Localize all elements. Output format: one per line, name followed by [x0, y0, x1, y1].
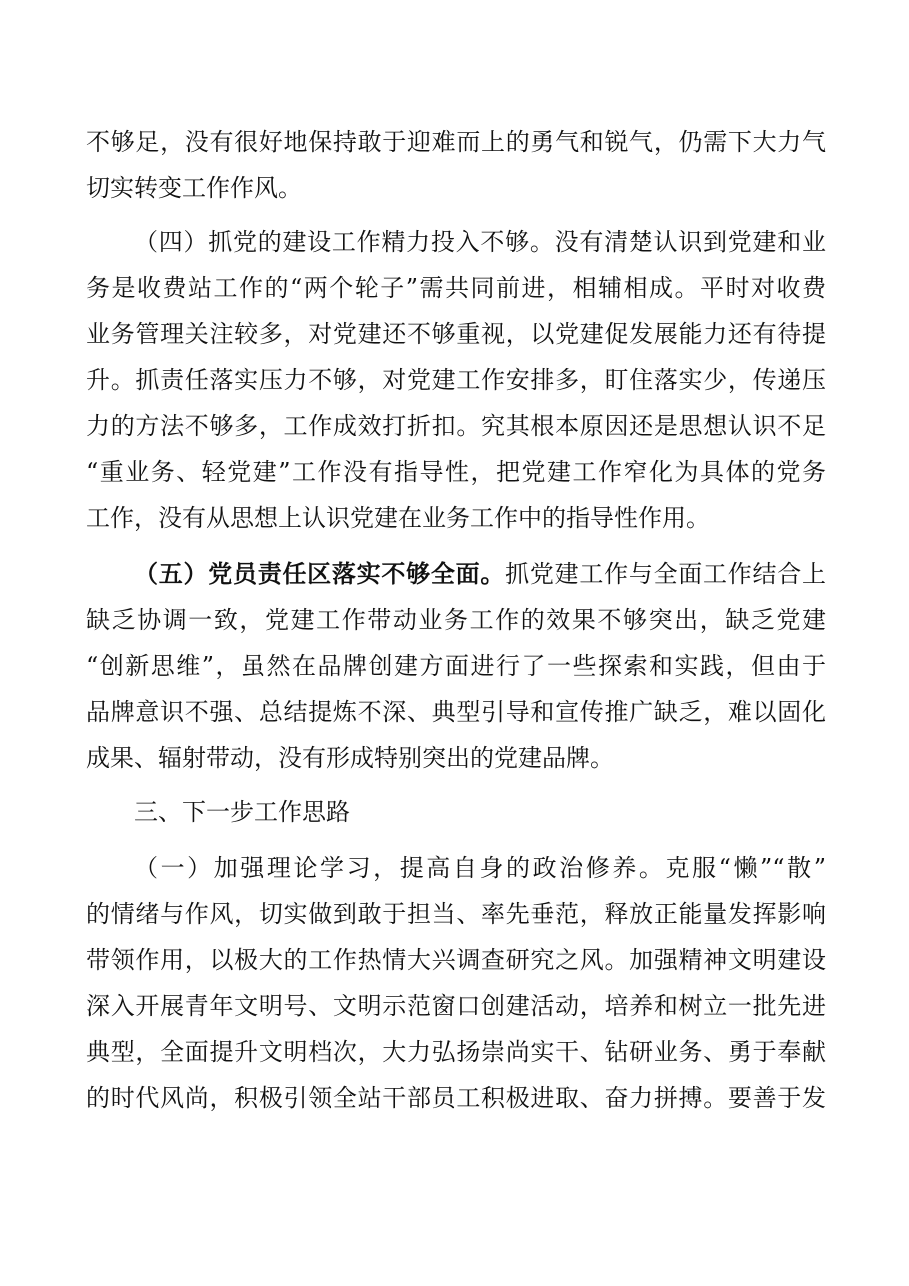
s3p1-line-2: 的情绪与作风，切实做到敢于担当、率先垂范，释放正能量发挥影响: [86, 900, 826, 928]
s3p1-line-5: 典型，全面提升文明档次，大力弘扬崇尚实干、钻研业务、勇于奉献: [86, 1038, 826, 1066]
s3p1-line-1: （一）加强理论学习，提高自身的政治修养。克服“懒”“散”: [134, 854, 826, 882]
para5-line-1: [134, 554, 826, 594]
s3p1-line-3: 带领作用，以极大的工作热情大兴调查研究之风。加强精神文明建设: [86, 946, 826, 974]
para5-heading: （五）党员责任区落实不够全面。: [134, 559, 506, 588]
para5-line-4: 品牌意识不强、总结提炼不深、典型引导和宣传推广缺乏，难以固化: [86, 698, 826, 726]
para5-line-5: 成果、辐射带动，没有形成特别突出的党建品牌。: [86, 744, 614, 772]
para4-line-5: 力的方法不够多，工作成效打折扣。究其根本原因还是思想认识不足: [86, 412, 826, 440]
continuation-line-1: 不够足，没有很好地保持敢于迎难而上的勇气和锐气，仍需下大力气: [86, 128, 826, 156]
section3-title: 三、下一步工作思路: [134, 798, 350, 826]
para5-first-rest: 抓党建工作与全面工作结合上: [505, 560, 826, 588]
para4-line-4: 升。抓责任落实压力不够，对党建工作安排多，盯住落实少，传递压: [86, 366, 826, 394]
para4-line-7: 工作，没有从思想上认识党建在业务工作中的指导性作用。: [86, 504, 710, 532]
para4-line-2: 务是收费站工作的“两个轮子”需共同前进，相辅相成。平时对收费: [86, 274, 826, 302]
para4-line-6: “重业务、轻党建”工作没有指导性，把党建工作窄化为具体的党务: [86, 458, 826, 486]
para4-line-3: 业务管理关注较多，对党建还不够重视，以党建促发展能力还有待提: [86, 320, 826, 348]
para5-line-2: 缺乏协调一致，党建工作带动业务工作的效果不够突出，缺乏党建: [86, 606, 826, 634]
para4-line-1: （四）抓党的建设工作精力投入不够。没有清楚认识到党建和业: [134, 228, 826, 256]
continuation-line-2: 切实转变工作作风。: [86, 174, 302, 202]
para5-line-3: “创新思维”，虽然在品牌创建方面进行了一些探索和实践，但由于: [86, 652, 826, 680]
s3p1-line-4: 深入开展青年文明号、文明示范窗口创建活动，培养和树立一批先进: [86, 992, 826, 1020]
s3p1-line-6: 的时代风尚，积极引领全站干部员工积极进取、奋力拼搏。要善于发: [86, 1084, 826, 1112]
